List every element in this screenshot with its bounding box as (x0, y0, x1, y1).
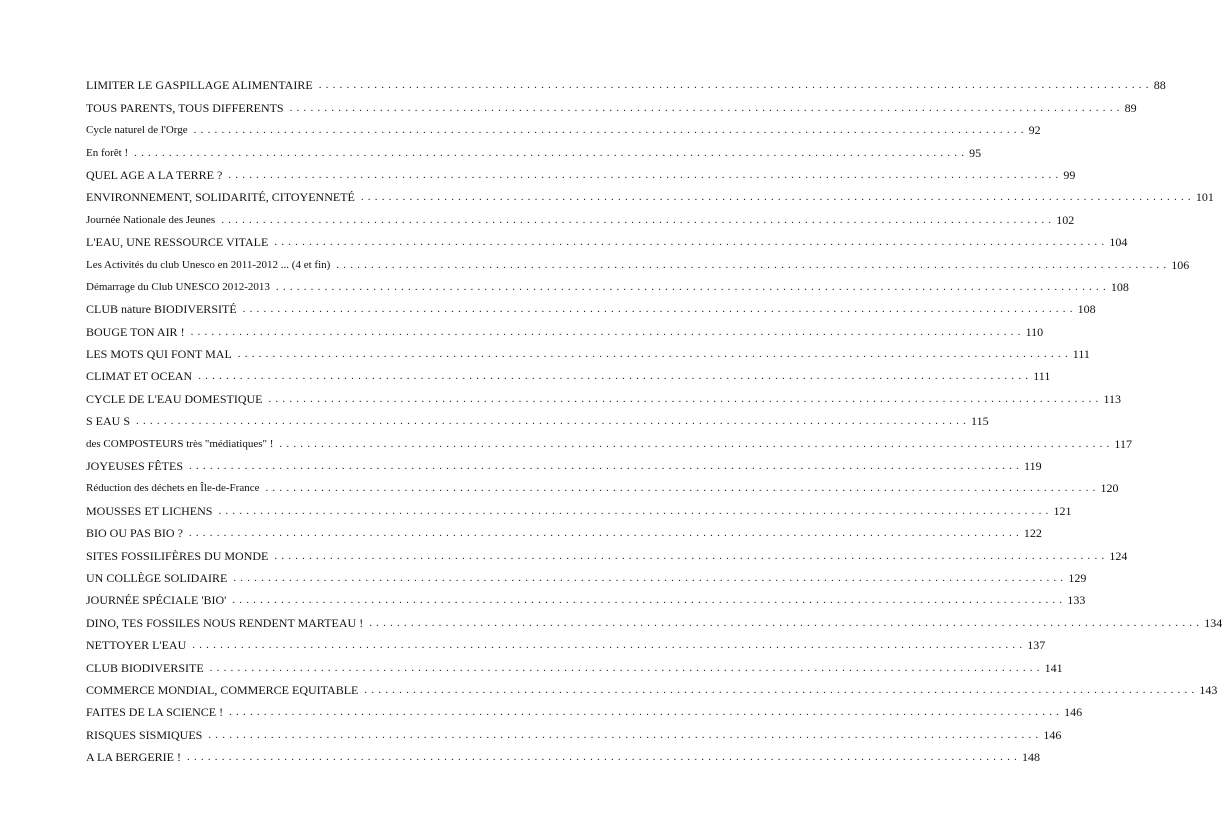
dot-leader: ........................................................................................................................ (360, 191, 1195, 204)
toc-entry[interactable] (86, 137, 982, 160)
toc-entry-page: 102 (1056, 212, 1075, 227)
toc-entry-title: des COMPOSTEURS très "médiatiques" ! (86, 437, 274, 450)
dot-leader: ........................................................................................................................ (336, 258, 1171, 271)
toc-entry-page: 148 (1022, 750, 1040, 765)
toc-entry-page: 104 (1109, 235, 1128, 250)
dot-leader: ........................................................................................................................ (232, 594, 1067, 607)
dot-leader: ........................................................................................................................ (218, 504, 1053, 517)
dot-leader: ........................................................................................................................ (136, 415, 971, 428)
toc-entry[interactable] (86, 473, 1119, 496)
dot-leader: ........................................................................................................................ (364, 683, 1199, 696)
toc-entry-page: 110 (1025, 324, 1044, 339)
toc-entry[interactable] (86, 339, 1090, 362)
dot-leader: ........................................................................................................................ (318, 79, 1153, 92)
dot-leader: ........................................................................................................................ (279, 437, 1114, 450)
dot-leader: ........................................................................................................................ (369, 616, 1204, 629)
toc-entry-page: 120 (1100, 481, 1119, 496)
toc-entry[interactable] (86, 92, 1137, 115)
toc-entry-page: 146 (1064, 705, 1083, 720)
toc-entry-page: 108 (1110, 279, 1129, 294)
toc-entry-page: 95 (969, 145, 982, 160)
toc-entry-title: En forêt ! (86, 146, 129, 159)
toc-entry-page: 129 (1068, 570, 1087, 585)
toc-entry[interactable] (86, 383, 1122, 406)
dot-leader: ........................................................................................................................ (189, 460, 1024, 473)
dot-leader: ........................................................................................................................ (198, 370, 1033, 383)
toc-entry-page: 122 (1023, 526, 1042, 541)
toc-entry[interactable] (86, 204, 1075, 227)
toc-entry-page: 92 (1028, 123, 1041, 138)
toc-entry-title: CYCLE DE L'EAU DOMESTIQUE (86, 391, 263, 406)
toc-entry[interactable] (86, 675, 1218, 697)
toc-entry[interactable] (86, 585, 1086, 608)
toc-entry-title: JOYEUSES FÊTES (86, 459, 184, 474)
toc-entry-title: S EAU S (86, 414, 131, 429)
toc-entry-title: L'EAU, UNE RESSOURCE VITALE (86, 235, 269, 250)
toc-entry[interactable] (86, 495, 1072, 518)
toc-entry[interactable] (86, 249, 1190, 272)
toc-entry-title: CLUB BIODIVERSITE (86, 660, 204, 675)
toc-entry-title: ENVIRONNEMENT, SOLIDARITÉ, CITOYENNETÉ (86, 190, 355, 205)
toc-entry-title: RISQUES SISMIQUES (86, 727, 203, 742)
toc-entry[interactable] (86, 115, 1041, 138)
toc-entry-page: 113 (1103, 391, 1122, 406)
toc-entry-page: 137 (1027, 638, 1046, 653)
toc-entry-page: 115 (971, 414, 989, 429)
dot-leader: ........................................................................................................................ (208, 728, 1043, 741)
toc-entry-title: JOURNÉE SPÉCIALE 'BIO' (86, 593, 227, 608)
toc-entry[interactable] (86, 361, 1051, 384)
toc-entry[interactable] (86, 70, 1166, 93)
toc-entry[interactable] (86, 294, 1096, 317)
toc-entry[interactable] (86, 630, 1046, 653)
toc-entry-title: UN COLLÈGE SOLIDAIRE (86, 570, 228, 585)
dot-leader: ........................................................................................................................ (188, 527, 1023, 540)
toc-entry[interactable] (86, 518, 1042, 541)
toc-entry[interactable] (86, 182, 1214, 205)
toc-entry[interactable] (86, 406, 989, 429)
toc-entry[interactable] (86, 719, 1062, 742)
toc-entry-title: Démarrage du Club UNESCO 2012-2013 (86, 280, 270, 293)
dot-leader: ........................................................................................................................ (265, 482, 1100, 495)
dot-leader: ........................................................................................................................ (242, 303, 1077, 316)
toc-entry-title: SITES FOSSILIFÈRES DU MONDE (86, 548, 269, 563)
toc-entry-title: Cycle naturel de l'Orge (86, 124, 188, 137)
toc-entry[interactable] (86, 227, 1128, 250)
dot-leader: ........................................................................................................................ (190, 325, 1025, 338)
toc-entry-title: COMMERCE MONDIAL, COMMERCE EQUITABLE (86, 682, 359, 697)
toc-entry[interactable] (86, 652, 1063, 675)
toc-entry-page: 124 (1109, 548, 1128, 563)
toc-entry-page: 106 (1171, 257, 1190, 272)
toc-entry-title: QUEL AGE A LA TERRE ? (86, 167, 223, 182)
toc-entry-page: 141 (1044, 660, 1063, 675)
dot-leader: ........................................................................................................................ (274, 549, 1109, 562)
toc-entry-page: 88 (1153, 78, 1166, 93)
dot-leader: ........................................................................................................................ (134, 146, 969, 159)
toc-entry-page: 119 (1024, 459, 1042, 474)
toc-entry[interactable] (86, 316, 1044, 339)
toc-entry-title: TOUS PARENTS, TOUS DIFFERENTS (86, 100, 284, 115)
toc-entry[interactable] (86, 742, 1040, 765)
toc-entry-title: FAITES DE LA SCIENCE ! (86, 705, 224, 720)
toc-entry[interactable] (86, 451, 1042, 474)
toc-entry-page: 121 (1053, 503, 1072, 518)
toc-entry-title: Réduction des déchets en Île-de-France (86, 482, 260, 495)
toc-entry-title: CLIMAT ET OCEAN (86, 369, 193, 384)
table-of-contents (86, 70, 1222, 765)
toc-entry-title: Les Activités du club Unesco en 2011-2012 ... (4 et fin) (86, 258, 331, 271)
toc-entry-page: 146 (1043, 727, 1062, 742)
dot-leader: ........................................................................................................................ (289, 101, 1124, 114)
toc-entry-title: MOUSSES ET LICHENS (86, 503, 213, 518)
dot-leader: ........................................................................................................................ (193, 124, 1028, 137)
toc-entry[interactable] (86, 563, 1087, 585)
dot-leader: ........................................................................................................................ (275, 280, 1110, 293)
dot-leader: ........................................................................................................................ (209, 661, 1044, 674)
toc-entry[interactable] (86, 160, 1076, 182)
dot-leader: ........................................................................................................................ (237, 348, 1072, 361)
toc-entry-title: LIMITER LE GASPILLAGE ALIMENTAIRE (86, 78, 313, 93)
toc-entry-page: 99 (1063, 167, 1076, 182)
toc-entry-title: Journée Nationale des Jeunes (86, 213, 216, 226)
toc-entry-page: 134 (1204, 615, 1222, 630)
toc-entry-title: NETTOYER L'EAU (86, 638, 187, 653)
toc-entry-page: 108 (1077, 302, 1096, 317)
toc-entry-title: CLUB nature BIODIVERSITÉ (86, 302, 237, 317)
toc-entry-page: 89 (1124, 100, 1137, 115)
dot-leader: ........................................................................................................................ (268, 392, 1103, 405)
dot-leader: ........................................................................................................................ (187, 751, 1021, 764)
dot-leader: ........................................................................................................................ (233, 571, 1068, 584)
dot-leader: ........................................................................................................................ (228, 168, 1063, 181)
toc-entry-page: 111 (1072, 347, 1090, 362)
toc-entry-page: 117 (1114, 436, 1132, 451)
toc-entry-title: A LA BERGERIE ! (86, 750, 181, 765)
toc-entry[interactable] (86, 540, 1128, 563)
toc-entry-page: 101 (1195, 190, 1214, 205)
toc-entry-page: 133 (1067, 593, 1086, 608)
dot-leader: ........................................................................................................................ (274, 236, 1109, 249)
dot-leader: ........................................................................................................................ (229, 706, 1064, 719)
dot-leader: ........................................................................................................................ (221, 213, 1056, 226)
toc-entry-page: 111 (1033, 369, 1051, 384)
dot-leader: ........................................................................................................................ (192, 639, 1027, 652)
toc-entry[interactable] (86, 272, 1129, 294)
toc-entry[interactable] (86, 697, 1083, 720)
toc-entry-title: LES MOTS QUI FONT MAL (86, 347, 232, 362)
toc-entry[interactable] (86, 428, 1132, 451)
toc-entry-page: 143 (1199, 682, 1218, 697)
toc-entry-title: BOUGE TON AIR ! (86, 324, 185, 339)
toc-entry[interactable] (86, 607, 1222, 630)
toc-entry-title: BIO OU PAS BIO ? (86, 526, 183, 541)
toc-entry-title: DINO, TES FOSSILES NOUS RENDENT MARTEAU ! (86, 615, 364, 630)
